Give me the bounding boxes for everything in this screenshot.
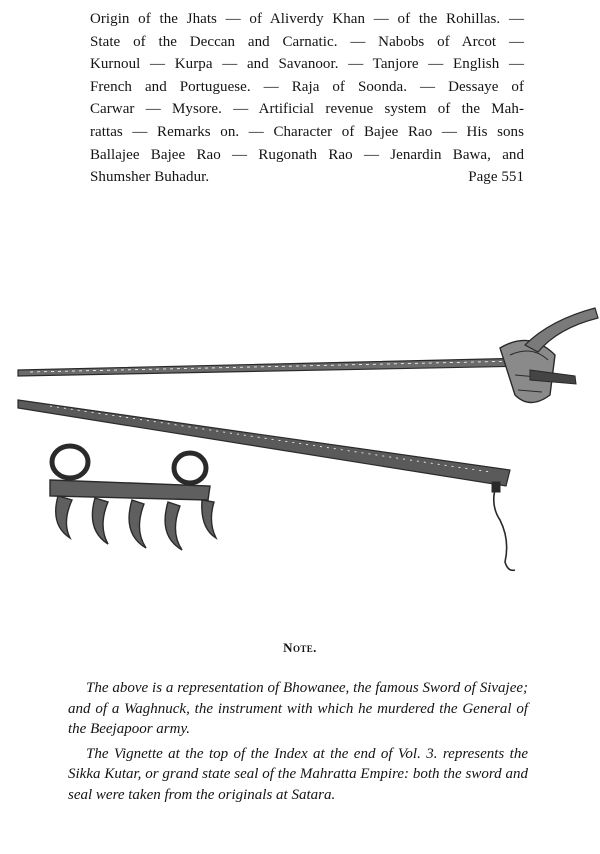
- summary-line: Kurnoul — Kurpa — and Savanoor. — Tanjore — English —: [90, 56, 524, 73]
- waghnuck-tiger-claw: [50, 446, 216, 550]
- sword-bhowanee: [18, 308, 598, 570]
- sword-guard: [525, 308, 598, 352]
- summary-last-line: [90, 166, 524, 189]
- note-heading: Note.: [283, 640, 317, 655]
- page-reference: Page 551: [468, 169, 524, 186]
- sword-hilt: [500, 340, 555, 402]
- summary-line: State of the Deccan and Carnatic. — Nabobs of Arcot —: [90, 33, 524, 50]
- sword-and-waghnuck-illustration: [10, 300, 600, 590]
- waghnuck-ring-right: [174, 453, 206, 483]
- note-paragraph: The above is a representation of Bhowanee, the famous Sword of Sivajee; and of a Waghnuck, the instrument with which he murdered the General of the Beejapoor army.: [68, 680, 528, 737]
- waghnuck-claw: [56, 496, 72, 538]
- waghnuck-claw: [202, 500, 216, 538]
- waghnuck-ring-left: [52, 446, 88, 478]
- summary-line: rattas — Remarks on. — Character of Bajee Rao — His sons: [90, 123, 524, 140]
- sword-tassel: [494, 486, 515, 570]
- summary-line: Ballajee Bajee Rao — Rugonath Rao — Jenardin Bawa, and: [90, 146, 524, 163]
- note-paragraph: The Vignette at the top of the Index at the end of Vol. 3. represents the Sikka Kutar, or grand state seal of the Mahratta Empire: both the sword and seal were taken from the originals at Satara.: [68, 745, 528, 803]
- waghnuck-claw: [92, 498, 108, 544]
- summary-line: Carwar — Mysore. — Artificial revenue system of the Mah-: [90, 101, 524, 118]
- summary-final-text: Shumsher Buhadur.: [90, 169, 210, 186]
- summary-line: French and Portuguese. — Raja of Soonda. — Dessaye of: [90, 78, 524, 95]
- chapter-summary: [90, 8, 524, 189]
- summary-line: Origin of the Jhats — of Aliverdy Khan — of the Rohillas. —: [90, 11, 524, 27]
- waghnuck-claw: [165, 502, 182, 550]
- upper-blade: [18, 358, 532, 376]
- note-body: [68, 678, 528, 809]
- lower-blade: [18, 400, 510, 486]
- waghnuck-claw: [129, 500, 146, 548]
